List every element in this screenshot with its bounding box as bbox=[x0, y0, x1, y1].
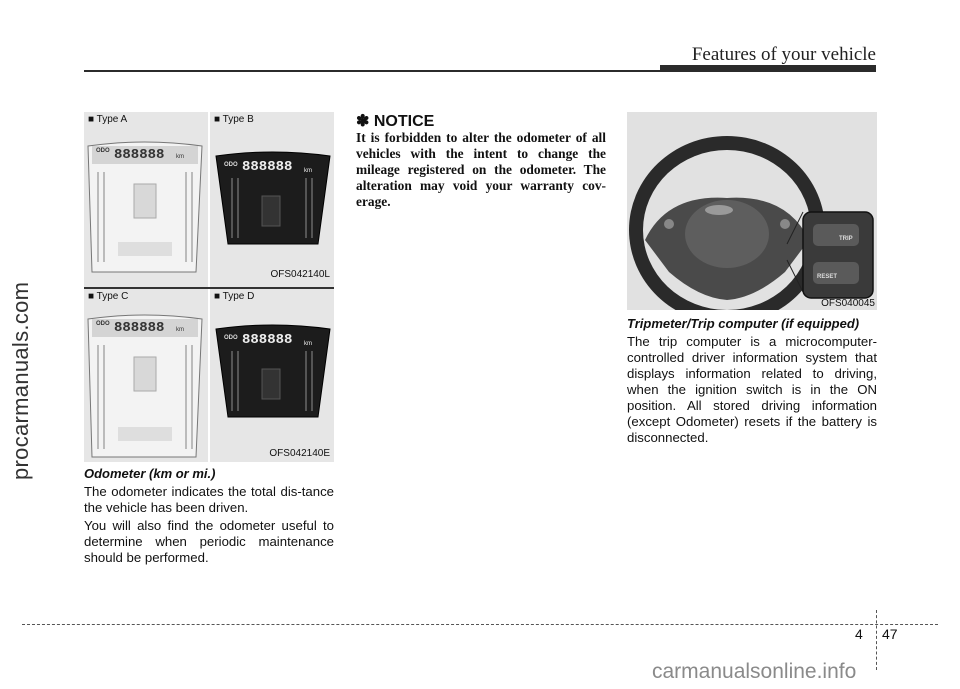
odo-display: 888888 bbox=[242, 332, 293, 348]
reset-button-label: RESET bbox=[817, 274, 838, 280]
side-watermark: procarmanuals.com bbox=[8, 281, 33, 480]
odometer-paragraph: The odometer indicates the total dis-tance the vehicle has been driven. bbox=[84, 484, 334, 515]
odo-display: 888888 bbox=[114, 320, 165, 336]
odometer-paragraph: You will also find the odometer useful to determine when periodic maintenance should be performed. bbox=[84, 518, 334, 565]
light-cluster-illustration bbox=[84, 289, 206, 459]
odo-label: ODO bbox=[224, 162, 238, 168]
type-label: ■ Type B bbox=[214, 114, 254, 125]
trip-button-label: TRIP bbox=[839, 236, 853, 242]
odometer-figure bbox=[84, 112, 334, 462]
odo-unit: km bbox=[304, 341, 312, 347]
figure-code: OFS042140E bbox=[269, 448, 330, 459]
page-number: 47 bbox=[882, 626, 898, 642]
odo-unit: km bbox=[176, 154, 184, 160]
cluster-panel-type-a bbox=[84, 112, 206, 282]
cluster-panel-type-d bbox=[210, 289, 332, 459]
odo-display: 888888 bbox=[242, 159, 293, 175]
trip-heading: Tripmeter/Trip computer (if equipped) bbox=[627, 316, 860, 331]
notice-title: ✽ NOTICE bbox=[356, 113, 435, 130]
notice-text: It is forbidden to alter the odometer of all vehicles with the intent to change the mileage registered on the odometer. The alteration may void your warranty cov-erage. bbox=[356, 130, 606, 209]
steering-wheel-figure bbox=[627, 112, 877, 310]
odo-label: ODO bbox=[96, 321, 110, 327]
odo-unit: km bbox=[304, 168, 312, 174]
dark-cluster-illustration bbox=[210, 289, 332, 459]
header-rule-accent bbox=[660, 65, 876, 72]
odometer-heading: Odometer (km or mi.) bbox=[84, 466, 216, 481]
trip-paragraph: The trip computer is a microcomputer-controlled driver information system that displays information related to driving, when the ignition switch is in the ON position. All stored driving information (except Odometer) resets if the battery is disconnected. bbox=[627, 334, 877, 445]
steering-wheel-illustration bbox=[627, 112, 877, 310]
figure-code: OFS042140L bbox=[270, 269, 330, 280]
light-cluster-illustration bbox=[84, 112, 206, 282]
odo-unit: km bbox=[176, 327, 184, 333]
section-title: Features of your vehicle bbox=[691, 44, 876, 65]
chapter-number: 4 bbox=[855, 626, 863, 642]
figure-code: OFS040045 bbox=[821, 298, 875, 309]
cluster-panel-type-c bbox=[84, 289, 206, 459]
odo-display: 888888 bbox=[114, 147, 165, 163]
cluster-panel-type-b bbox=[210, 112, 332, 282]
type-label: ■ Type D bbox=[214, 291, 255, 302]
odo-label: ODO bbox=[96, 148, 110, 154]
odo-label: ODO bbox=[224, 335, 238, 341]
bottom-watermark: carmanualsonline.info bbox=[652, 660, 857, 683]
footer-rule bbox=[22, 624, 938, 625]
dark-cluster-illustration bbox=[210, 112, 332, 282]
type-label: ■ Type C bbox=[88, 291, 129, 302]
footer-divider bbox=[876, 610, 877, 670]
type-label: ■ Type A bbox=[88, 114, 128, 125]
